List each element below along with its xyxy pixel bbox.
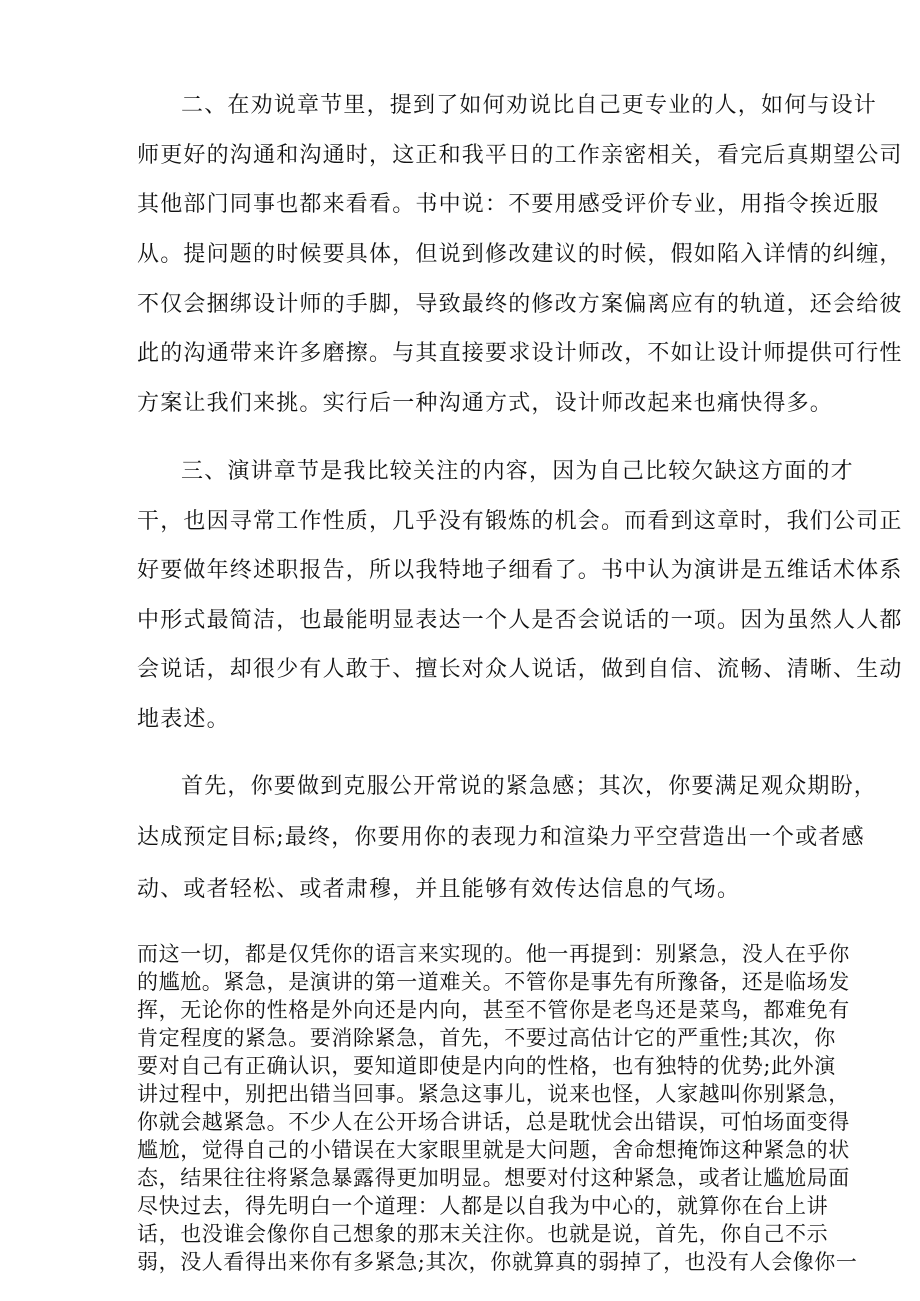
paragraph-line: 达成预定目标;最终，你要用你的表现力和渲染力平空营造出一个或者感 [137,825,865,850]
paragraph-line: 动、或者轻松、或者肃穆，并且能够有效传达信息的气场。 [137,877,741,902]
paragraph-line: 肯定程度的紧急。要消除紧急，首先，不要过高估计它的严重性;其次，你 [137,1026,836,1050]
paragraph-line: 而这一切，都是仅凭你的语言来实现的。他一再提到：别紧急，没人在乎你 [137,942,850,966]
paragraph-line: 师更好的沟通和沟通时，这正和我平日的工作亲密相关，看完后真期望公司 [137,143,903,168]
paragraph-line: 地表述。 [137,707,230,732]
paragraph-line: 此的沟通带来许多磨擦。与其直接要求设计师改，不如让设计师提供可行性 [137,341,903,366]
paragraph-line: 讲过程中，别把出错当回事。紧急这事儿，说来也怪，人家越叫你别紧急， [137,1082,850,1106]
paragraph-line: 弱，没人看得出来你有多紧急;其次，你就算真的弱掉了，也没有人会像你一 [137,1250,858,1274]
paragraph-line: 不仅会捆绑设计师的手脚，导致最终的修改方案偏离应有的轨道，还会给彼 [137,292,903,317]
paragraph-line: 态，结果往往将紧急暴露得更加明显。想要对付这种紧急，或者让尴尬局面 [137,1166,850,1190]
paragraph-line: 的尴尬。紧急，是演讲的第一道难关。不管你是事先有所豫备，还是临场发 [137,970,850,994]
paragraph-line: 其他部门同事也都来看看。书中说：不要用感受评价专业，用指令挨近服 [137,192,880,217]
paragraph-line: 要对自己有正确认识，要知道即使是内向的性格，也有独特的优势;此外演 [137,1054,836,1078]
paragraph-line: 话，也没谁会像你自己想象的那末关注你。也就是说，首先，你自己不示 [137,1222,829,1246]
paragraph-line: 你就会越紧急。不少人在公开场合讲话，总是耽忧会出错误，可怕场面变得 [137,1110,850,1134]
paragraph-line: 首先，你要做到克服公开常说的紧急感；其次，你要满足观众期盼， [181,774,878,799]
paragraph-line: 会说话，却很少有人敢于、擅长对众人说话，做到自信、流畅、清晰、生动 [137,657,903,682]
paragraph-line: 从。提问题的时候要具体，但说到修改建议的时候，假如陷入详情的纠缠， [137,242,903,267]
paragraph-line: 二、在劝说章节里，提到了如何劝说比自己更专业的人，如何与设计 [181,93,878,118]
paragraph-line: 尽快过去，得先明白一个道理：人都是以自我为中心的，就算你在台上讲 [137,1194,829,1218]
paragraph-line: 方案让我们来挑。实行后一种沟通方式，设计师改起来也痛快得多。 [137,391,834,416]
paragraph-line: 好要做年终述职报告，所以我特地子细看了。书中认为演讲是五维话术体系 [137,558,903,583]
paragraph-line: 三、演讲章节是我比较关注的内容，因为自己比较欠缺这方面的才 [181,459,854,484]
paragraph-line: 中形式最简洁，也最能明显表达一个人是否会说话的一项。因为虽然人人都 [137,608,903,633]
paragraph-line: 挥，无论你的性格是外向还是内向，甚至不管你是老鸟还是菜鸟，都难免有 [137,998,850,1022]
paragraph-line: 尴尬，觉得自己的小错误在大家眼里就是大问题，舍命想掩饰这种紧急的状 [137,1138,850,1162]
paragraph-line: 干，也因寻常工作性质，几乎没有锻炼的机会。而看到这章时，我们公司正 [137,509,903,534]
